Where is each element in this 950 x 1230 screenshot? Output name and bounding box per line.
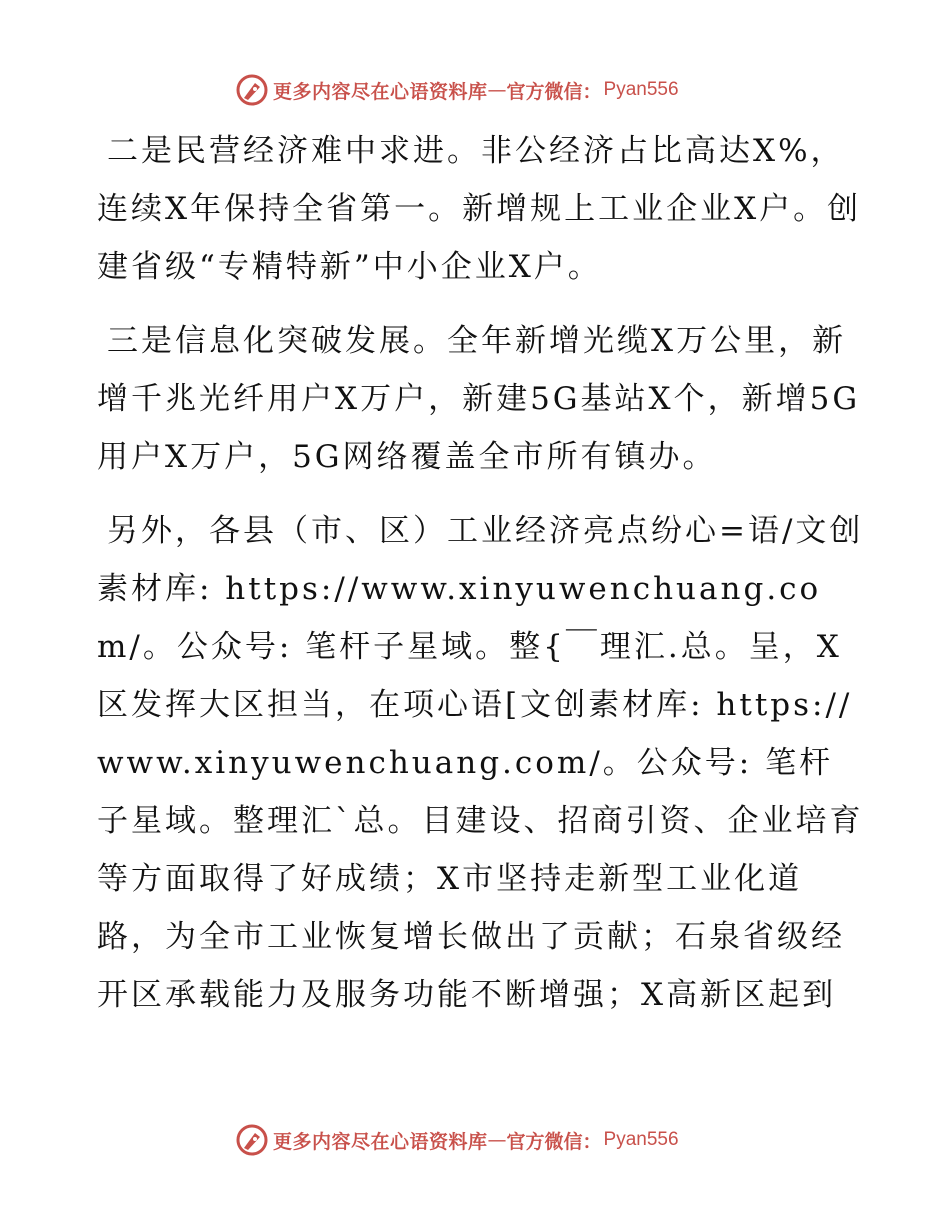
watermark-wechat-label: 官方微信： [506,1130,602,1153]
watermark-separator: — [487,1129,507,1151]
pen-nib-logo-icon [235,73,269,107]
header-watermark [235,72,755,108]
pen-nib-logo-icon [235,1123,269,1157]
footer-watermark [235,1122,755,1158]
watermark-wechat-id: Pyan556 [603,1129,679,1150]
document-body [97,122,867,1024]
paragraph-county-highlights: 另外，各县（市、区）工业经济亮点纷心=语/文创素材库: https://www.xinyuwenchuang.com/。公众号: 笔杆子星域。整{￣理汇.总。呈，X区发挥大区担当，在项心语[文创素材库: https://www.xinyuwenchuang.com/。公众号: 笔杆子星域。整理汇`总。目建设、招商引资、企业培育等方面取得了好成绩；X市坚持走新型工业化道路，为全市工业恢复增长做出了贡献；石泉省级经开区承载能力及服务功能不断增强；X高新区起到 [97,513,864,1013]
watermark-separator: — [487,79,507,101]
watermark-wechat-label: 官方微信： [506,80,602,103]
watermark-wechat-id: Pyan556 [603,79,679,100]
watermark-main-text: 更多内容尽在心语资料库 [273,1130,488,1153]
paragraph-private-economy: 二是民营经济难中求进。非公经济占比高达X%，连续X年保持全省第一。新增规上工业企业X户。创建省级“专精特新”中小企业X户。 [97,133,862,285]
paragraph-informatization: 三是信息化突破发展。全年新增光缆X万公里，新增千兆光纤用户X万户，新建5G基站X个，新增5G用户X万户，5G网络覆盖全市所有镇办。 [97,323,861,475]
watermark-main-text: 更多内容尽在心语资料库 [273,80,488,103]
